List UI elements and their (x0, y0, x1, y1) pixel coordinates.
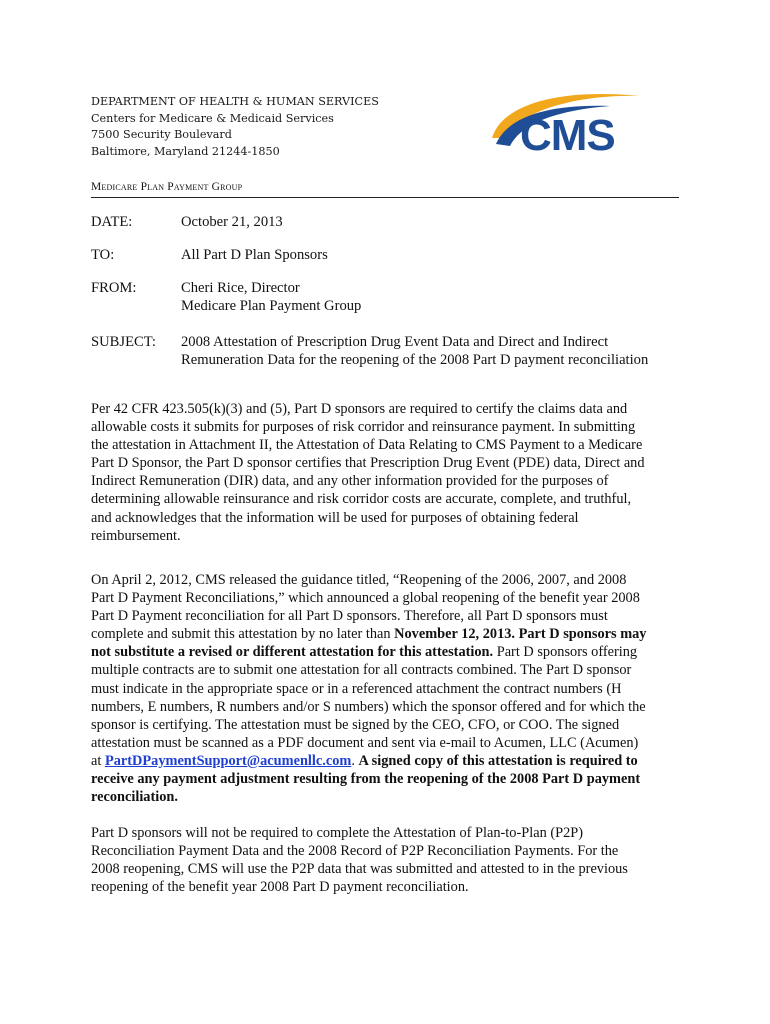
paragraph-text: Part D sponsors offering (493, 644, 638, 661)
paragraph-line: sponsor is certifying. The attestation must be signed by the CEO, CFO, or COO. The signed (91, 716, 620, 733)
paragraph-line: attestation must be scanned as a PDF document and sent via e-mail to Acumen, LLC (Acumen) (91, 734, 639, 751)
from-group: Medicare Plan Payment Group (181, 298, 362, 314)
paragraph-3 (91, 824, 685, 896)
paragraph-line: determining allowable reinsurance and risk corridor costs are accurate, complete, and truthful, (91, 491, 632, 508)
subject-line-1: 2008 Attestation of Prescription Drug Event Data and Direct and Indirect (181, 334, 609, 350)
paragraph-line: reopening of the benefit year 2008 Part D payment reconciliation. (91, 879, 469, 896)
city-state-zip: Baltimore, Maryland 21244-1850 (91, 144, 280, 158)
date-label: DATE: (91, 214, 133, 230)
paragraph-line: must indicate in the appropriate space or in a referenced attachment the contract numbers (H (91, 680, 622, 697)
paragraph-line: multiple contracts are to submit one attestation for all contracts combined. The Part D sponsor (91, 662, 632, 679)
group-name: Medicare Plan Payment Group (91, 181, 243, 193)
to-value: All Part D Plan Sponsors (181, 247, 328, 263)
paragraph-line: Part D Sponsor, the Part D sponsor certifies that Prescription Drug Event (PDE) data, Direct and (91, 455, 645, 472)
paragraph-line: On April 2, 2012, CMS released the guidance titled, “Reopening of the 2006, 2007, and 2008 (91, 572, 627, 588)
paragraph-line: Indirect Remuneration (DIR) data, and any other information provided for the purposes of (91, 473, 609, 490)
paragraph-line: receive any payment adjustment resulting from the reopening of the 2008 Part D payment (91, 771, 641, 788)
substitution-bold: not substitute a revised or different attestation for this attestation. (91, 644, 494, 661)
paragraph-line: numbers, E numbers, R numbers and/or S numbers) which the sponsor offered and for which the (91, 698, 646, 715)
agency-name: Centers for Medicare & Medicaid Services (91, 111, 334, 125)
paragraph-line: Part D Payment reconciliation for all Part D sponsors. Therefore, all Part D sponsors must (91, 608, 608, 625)
paragraph-line: Reconciliation Payment Data and the 2008 Record of P2P Reconciliation Payments. For the (91, 843, 619, 860)
signed-copy-bold: A signed copy of this attestation is required to (358, 752, 638, 769)
paragraph-line (91, 643, 685, 661)
paragraph-line: the attestation in Attachment II, the Attestation of Data Relating to CMS Payment to a Medicare (91, 437, 643, 454)
paragraph-2 (91, 571, 685, 806)
from-name: Cheri Rice, Director (181, 280, 300, 296)
street-address: 7500 Security Boulevard (91, 128, 232, 141)
paragraph-1 (91, 400, 685, 545)
subject-label: SUBJECT: (91, 334, 156, 350)
paragraph-text: complete and submit this attestation by no later than (91, 626, 395, 643)
support-email-link[interactable]: PartDPaymentSupport@acumenllc.com (104, 752, 352, 769)
paragraph-text: . (351, 752, 359, 769)
paragraph-line: Part D Payment Reconciliations,” which announced a global reopening of the benefit year 2008 (91, 590, 640, 607)
paragraph-line: and acknowledges that the information will be used for purposes of obtaining federal (91, 509, 579, 526)
subject-line-2: Remuneration Data for the reopening of the 2008 Part D payment reconciliation (181, 352, 649, 368)
paragraph-text: at (91, 752, 105, 769)
cms-logo-text: CMS (520, 111, 615, 160)
paragraph-line (91, 752, 685, 770)
department-name: DEPARTMENT OF HEALTH & HUMAN SERVICES (91, 95, 379, 108)
to-label: TO: (91, 247, 115, 263)
paragraph-line: Per 42 CFR 423.505(k)(3) and (5), Part D sponsors are required to certify the claims data and (91, 401, 628, 417)
date-value: October 21, 2013 (181, 214, 283, 230)
paragraph-line (91, 625, 685, 643)
paragraph-line: 2008 reopening, CMS will use the P2P data that was submitted and attested to in the previous (91, 861, 628, 878)
paragraph-line: allowable costs it submits for purposes of risk corridor and reinsurance payment. In submitting (91, 419, 636, 436)
paragraph-line: reimbursement. (91, 527, 181, 544)
header-divider (91, 197, 679, 198)
paragraph-line: Part D sponsors will not be required to complete the Attestation of Plan-to-Plan (P2P) (91, 825, 584, 841)
from-label: FROM: (91, 280, 137, 296)
letterhead-address (91, 94, 379, 160)
deadline-bold: November 12, 2013. Part D sponsors may (394, 626, 647, 643)
paragraph-line: reconciliation. (91, 789, 178, 806)
cms-logo-icon (480, 86, 664, 162)
